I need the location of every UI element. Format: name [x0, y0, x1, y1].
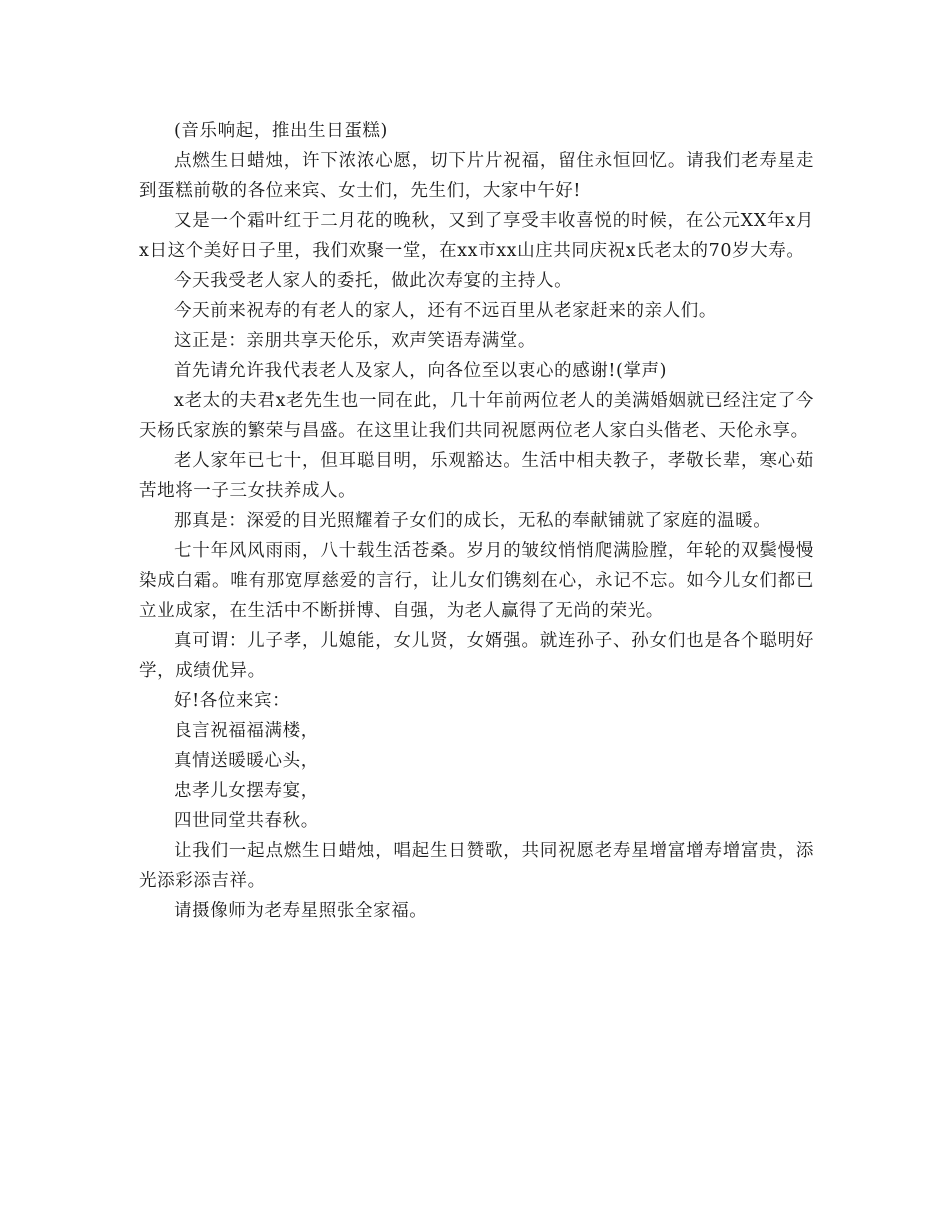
paragraph: 点燃生日蜡烛，许下浓浓心愿，切下片片祝福，留住永恒回忆。请我们老寿星走到蛋糕前敬的各位来宾、女士们，先生们，大家中午好!	[139, 151, 814, 201]
poem-line: 四世同堂共春秋。	[174, 811, 319, 831]
paragraph: 又是一个霜叶红于二月花的晚秋，又到了享受丰收喜悦的时候，在公元XX年x月x日这个美好日子里，我们欢聚一堂，在xx市xx山庄共同庆祝x氏老太的70岁大寿。	[139, 211, 814, 261]
paragraph: 好!各位来宾：	[174, 691, 291, 711]
paragraph: 老人家年已七十，但耳聪目明，乐观豁达。生活中相夫教子，孝敬长辈，寒心茹苦地将一子三女扶养成人。	[139, 451, 814, 501]
paragraph: 七十年风风雨雨，八十载生活苍桑。岁月的皱纹悄悄爬满脸膛，年轮的双鬓慢慢染成白霜。唯有那宽厚慈爱的言行，让儿女们镌刻在心，永记不忘。如今儿女们都已立业成家，在生活中不断拼博、自强，为老人赢得了无尚的荣光。	[139, 541, 814, 621]
paragraph: 让我们一起点燃生日蜡烛，唱起生日赞歌，共同祝愿老寿星增富增寿增富贵，添光添彩添吉祥。	[139, 841, 814, 891]
paragraph: 今天我受老人家人的委托，做此次寿宴的主持人。	[174, 271, 573, 291]
poem-line: 良言祝福福满楼，	[174, 721, 319, 741]
document-body	[139, 116, 814, 926]
poem-line: 忠孝儿女摆寿宴，	[174, 781, 319, 801]
paragraph: 今天前来祝寿的有老人的家人，还有不远百里从老家赶来的亲人们。	[174, 301, 717, 321]
paragraph: 首先请允许我代表老人及家人，向各位至以衷心的感谢!(掌声)	[174, 361, 668, 381]
paragraph: 这正是：亲朋共享天伦乐，欢声笑语寿满堂。	[174, 331, 536, 351]
poem-line: 真情送暖暖心头，	[174, 751, 319, 771]
paragraph: x老太的夫君x老先生也一同在此，几十年前两位老人的美满婚姻就已经注定了今天杨氏家族的繁荣与昌盛。在这里让我们共同祝愿两位老人家白头偕老、天伦永享。	[139, 391, 814, 441]
paragraph: (音乐响起，推出生日蛋糕)	[174, 121, 388, 141]
paragraph: 那真是：深爱的目光照耀着子女们的成长，无私的奉献铺就了家庭的温暖。	[174, 511, 772, 531]
paragraph: 真可谓：儿子孝，儿媳能，女儿贤，女婿强。就连孙子、孙女们也是各个聪明好学，成绩优异。	[139, 631, 814, 681]
paragraph: 请摄像师为老寿星照张全家福。	[174, 901, 428, 921]
